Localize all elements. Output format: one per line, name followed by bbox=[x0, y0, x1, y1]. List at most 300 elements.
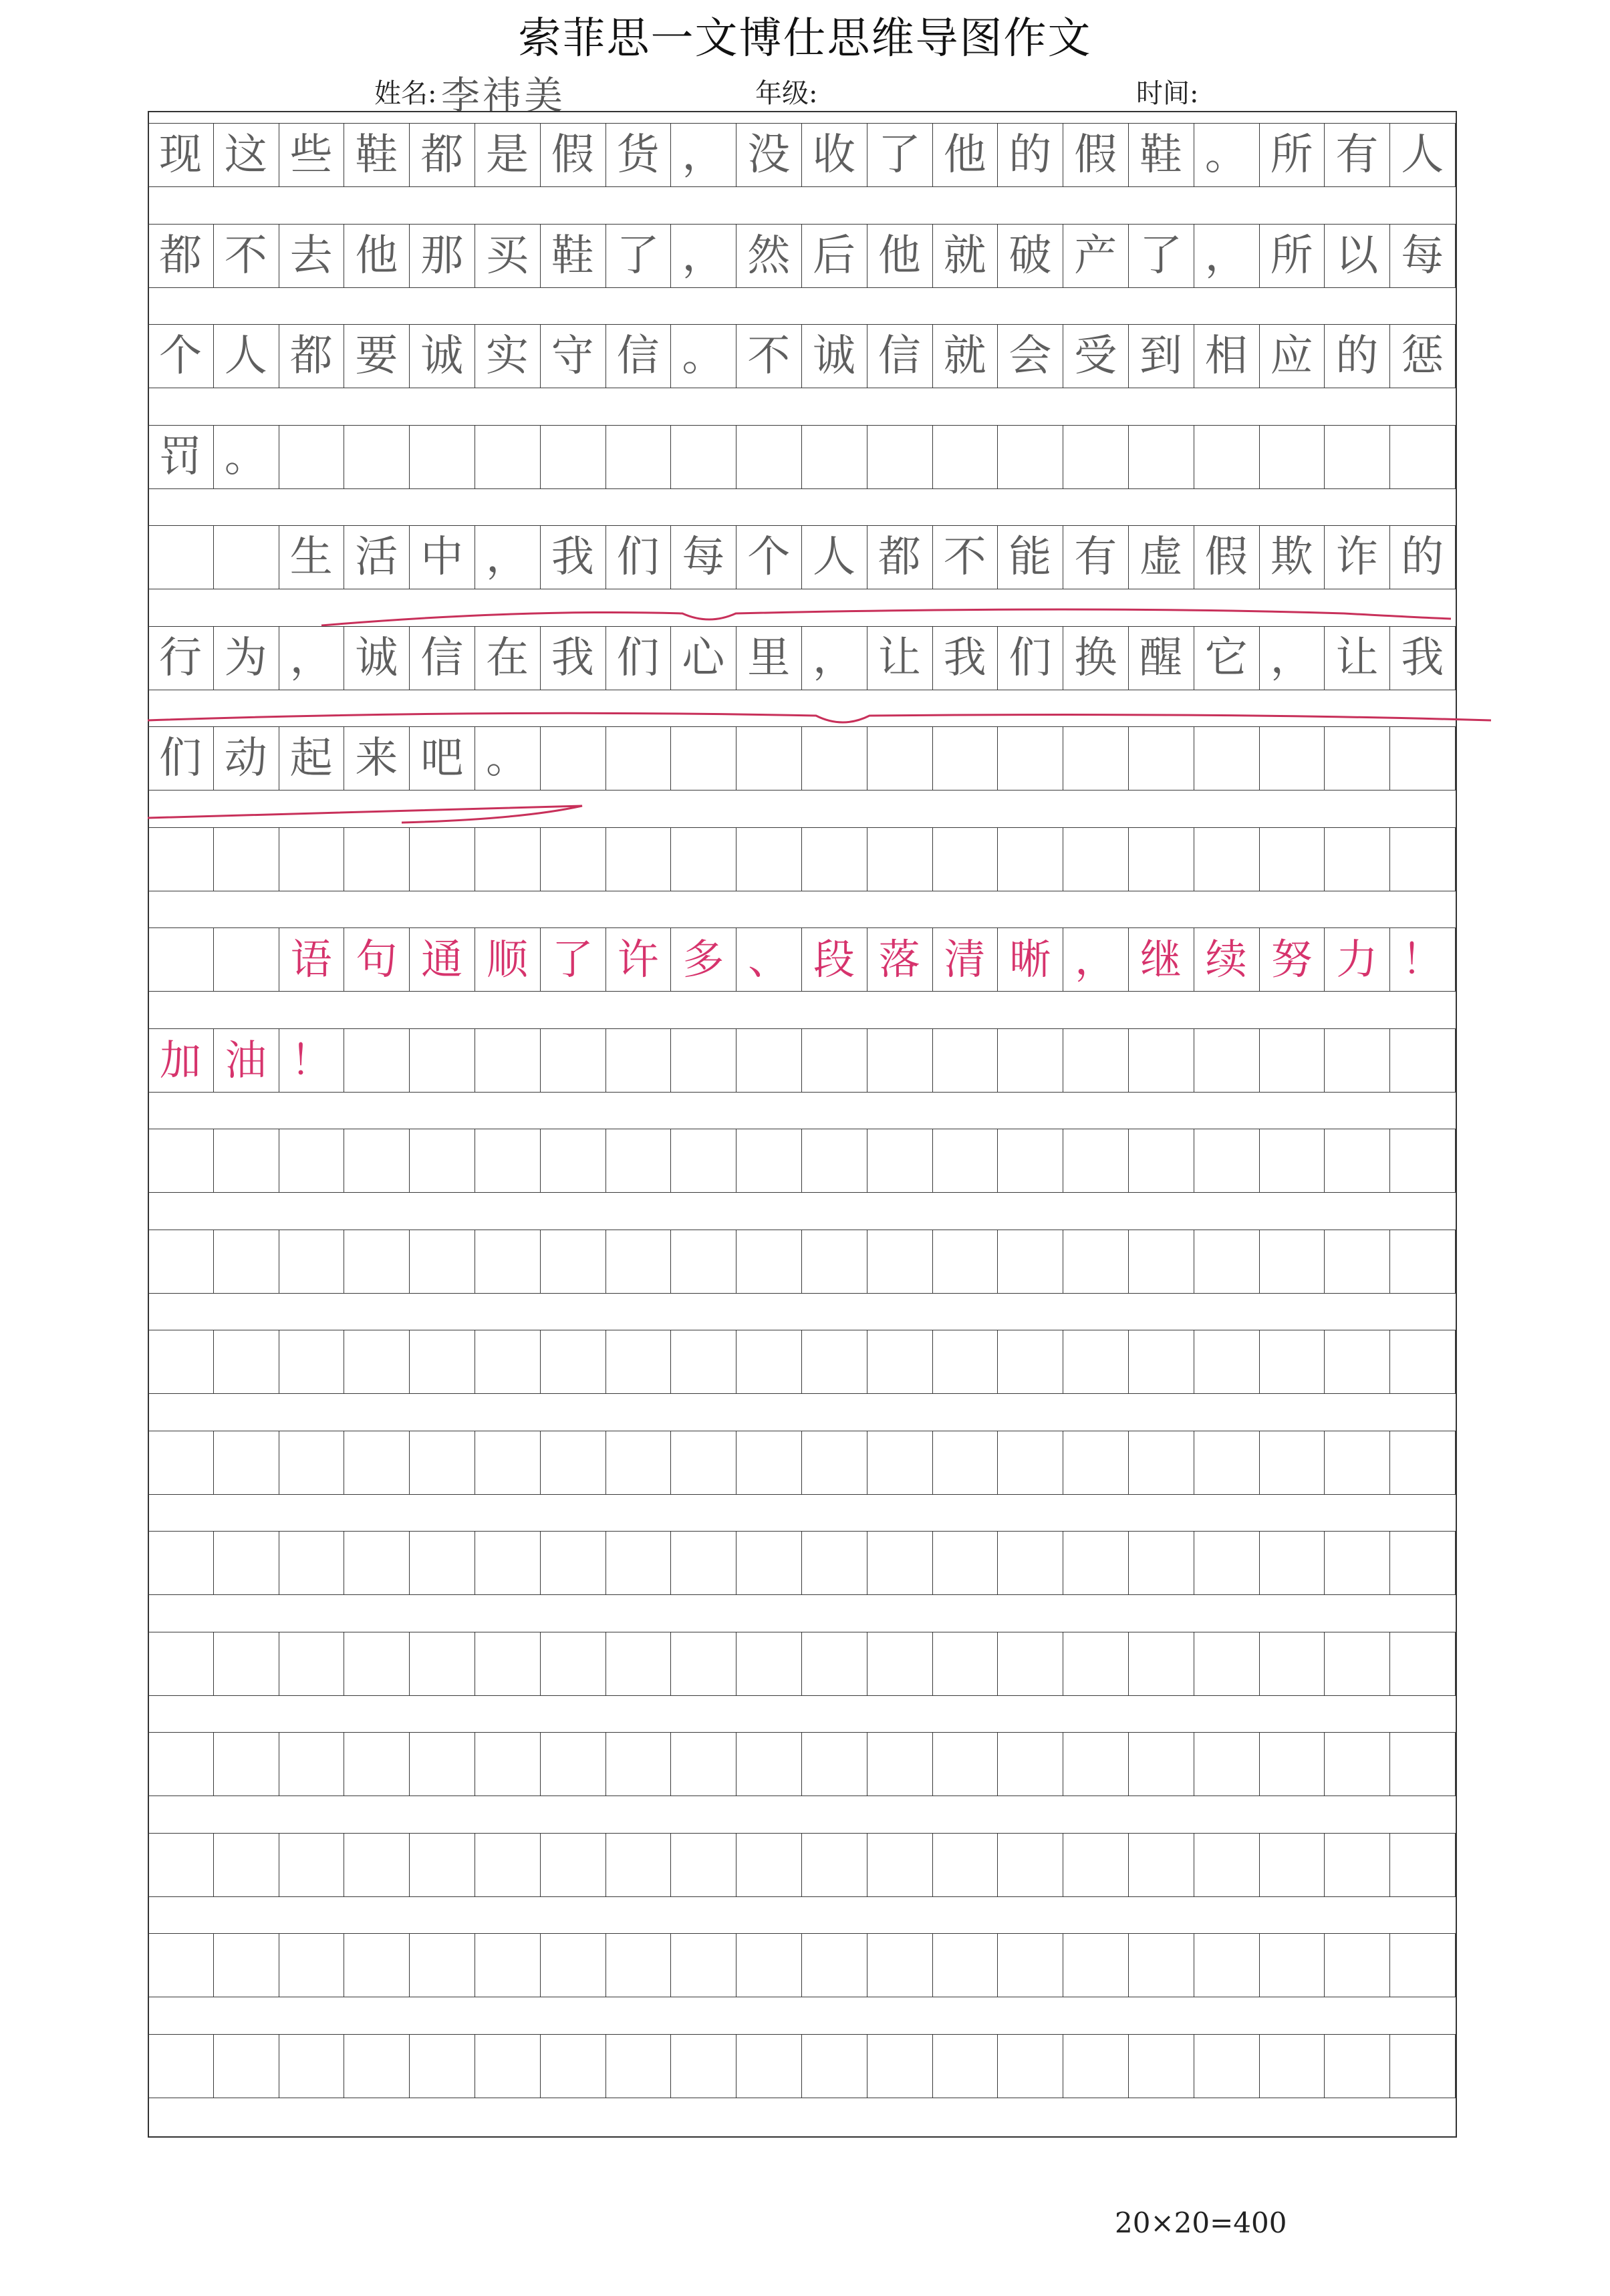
essay-char: 信 bbox=[878, 331, 921, 381]
grid-cell bbox=[932, 1330, 998, 1394]
worksheet-title: 索菲思一文博仕思维导图作文 bbox=[518, 14, 1092, 63]
grid-row bbox=[148, 1833, 1456, 1897]
grid-cell bbox=[997, 1129, 1063, 1193]
grid-cell bbox=[1389, 1129, 1456, 1193]
grid-cell bbox=[1259, 1129, 1325, 1193]
grid-cell bbox=[148, 2034, 214, 2098]
grid-cell bbox=[606, 1028, 672, 1093]
wavy-underline-2 bbox=[148, 713, 1491, 722]
grid-cell bbox=[1194, 2034, 1260, 2098]
grid-cell bbox=[279, 1933, 345, 1997]
grid-cell bbox=[279, 1230, 345, 1294]
grid-cell bbox=[606, 1531, 672, 1595]
grid-cell bbox=[148, 1833, 214, 1897]
grid-cell bbox=[213, 1431, 279, 1495]
grid-cell bbox=[344, 1833, 410, 1897]
grid-cell bbox=[997, 1833, 1063, 1897]
grid-cell bbox=[344, 1028, 410, 1093]
grid-cell bbox=[279, 827, 345, 891]
grid-cell bbox=[1324, 1732, 1390, 1796]
essay-char: 让 bbox=[1335, 633, 1379, 683]
grid-cell bbox=[1194, 1933, 1260, 1997]
grid-cell bbox=[932, 726, 998, 791]
grid-cell bbox=[279, 1531, 345, 1595]
essay-char: 有 bbox=[1074, 533, 1117, 582]
grid-cell bbox=[867, 1933, 933, 1997]
grid-cell bbox=[344, 2034, 410, 2098]
comment-char: 许 bbox=[617, 935, 659, 984]
grid-cell bbox=[997, 1230, 1063, 1294]
essay-char: 我 bbox=[551, 533, 594, 582]
grid-cell bbox=[1128, 1431, 1194, 1495]
grid-row bbox=[148, 1431, 1456, 1495]
grid-cell bbox=[148, 1330, 214, 1394]
comment-char: 晰 bbox=[1009, 935, 1051, 984]
grid-cell bbox=[1063, 425, 1129, 489]
comment-char: 通 bbox=[421, 935, 463, 984]
essay-char: 。 bbox=[1204, 130, 1248, 180]
grid-cell bbox=[670, 1330, 736, 1394]
grid-cell bbox=[1259, 1732, 1325, 1796]
grid-cell bbox=[475, 2034, 541, 2098]
grid-cell bbox=[670, 1431, 736, 1495]
grid-cell bbox=[670, 1028, 736, 1093]
grid-cell bbox=[1389, 2034, 1456, 2098]
grid-cell bbox=[540, 1632, 606, 1696]
essay-char: 买 bbox=[486, 231, 529, 281]
grid-cell bbox=[540, 726, 606, 791]
essay-char: 每 bbox=[1401, 231, 1444, 281]
grid-cell bbox=[475, 1531, 541, 1595]
grid-cell bbox=[997, 726, 1063, 791]
comment-char: 清 bbox=[944, 935, 986, 984]
grid-cell bbox=[867, 1230, 933, 1294]
grid-cell bbox=[1194, 1129, 1260, 1193]
grid-cell bbox=[1259, 1632, 1325, 1696]
grid-cell bbox=[409, 1632, 475, 1696]
grid-row bbox=[148, 1732, 1456, 1796]
grid-cell bbox=[344, 425, 410, 489]
essay-char: 我 bbox=[943, 633, 986, 683]
grid-cell bbox=[1194, 1330, 1260, 1394]
grid-cell bbox=[1259, 726, 1325, 791]
essay-char: 们 bbox=[616, 633, 660, 683]
essay-char: 相 bbox=[1204, 331, 1248, 381]
essay-char: 后 bbox=[813, 231, 855, 281]
grid-cell bbox=[540, 1833, 606, 1897]
comment-char: 段 bbox=[813, 935, 855, 984]
grid-cell bbox=[1259, 1028, 1325, 1093]
grid-cell bbox=[540, 2034, 606, 2098]
grid-cell bbox=[279, 1732, 345, 1796]
grid-cell bbox=[867, 1632, 933, 1696]
grid-cell bbox=[801, 1330, 867, 1394]
grid-cell bbox=[1194, 1833, 1260, 1897]
grid-cell bbox=[1194, 726, 1260, 791]
essay-char: 换 bbox=[1074, 633, 1117, 683]
grid-cell bbox=[606, 1230, 672, 1294]
essay-char: ， bbox=[682, 231, 725, 281]
grid-cell bbox=[1063, 1531, 1129, 1595]
grid-cell bbox=[670, 1632, 736, 1696]
grid-cell bbox=[1063, 1933, 1129, 1997]
essay-char: 受 bbox=[1074, 331, 1117, 381]
essay-char: 生 bbox=[289, 533, 333, 582]
grid-cell bbox=[344, 1129, 410, 1193]
essay-char: 所 bbox=[1270, 130, 1313, 180]
essay-char: 的 bbox=[1009, 130, 1052, 180]
grid-cell bbox=[801, 425, 867, 489]
essay-char: 他 bbox=[943, 130, 986, 180]
grid-cell bbox=[213, 1833, 279, 1897]
grid-cell bbox=[148, 1732, 214, 1796]
essay-char: 信 bbox=[616, 331, 660, 381]
essay-char: ， bbox=[289, 633, 333, 683]
grid-cell bbox=[344, 1431, 410, 1495]
grid-cell bbox=[1324, 726, 1390, 791]
grid-cell bbox=[736, 1230, 802, 1294]
grid-cell bbox=[475, 1431, 541, 1495]
grid-cell bbox=[1128, 1632, 1194, 1696]
grid-cell bbox=[1128, 1933, 1194, 1997]
essay-char: 他 bbox=[355, 231, 398, 281]
essay-char: 个 bbox=[159, 331, 202, 381]
grid-cell bbox=[1389, 1833, 1456, 1897]
grid-cell bbox=[1194, 827, 1260, 891]
essay-char: 起 bbox=[289, 734, 333, 783]
grid-cell bbox=[736, 1431, 802, 1495]
essay-char: 罚 bbox=[159, 432, 202, 482]
grid-cell bbox=[1389, 1531, 1456, 1595]
grid-cell bbox=[1259, 1933, 1325, 1997]
grid-cell bbox=[1128, 1732, 1194, 1796]
grid-cell bbox=[1063, 1129, 1129, 1193]
grid-cell bbox=[1324, 1933, 1390, 1997]
grid-cell bbox=[606, 827, 672, 891]
grid-cell bbox=[1389, 1230, 1456, 1294]
grid-cell bbox=[1194, 1732, 1260, 1796]
grid-row bbox=[148, 726, 1456, 791]
grid-cell bbox=[736, 1028, 802, 1093]
comment-char: 了 bbox=[551, 935, 593, 984]
essay-char: 应 bbox=[1270, 331, 1313, 381]
time-label: 时间: bbox=[1136, 78, 1199, 109]
grid-cell bbox=[409, 425, 475, 489]
essay-char: 动 bbox=[224, 734, 267, 783]
essay-char: 每 bbox=[682, 533, 725, 582]
grid-cell bbox=[867, 827, 933, 891]
comment-char: 力 bbox=[1336, 935, 1378, 984]
grid-cell bbox=[606, 425, 672, 489]
grid-cell bbox=[1063, 1732, 1129, 1796]
comment-char: 努 bbox=[1270, 935, 1313, 984]
grid-cell bbox=[801, 1732, 867, 1796]
grade-label: 年级: bbox=[755, 78, 818, 109]
essay-char: 破 bbox=[1009, 231, 1052, 281]
grid-cell bbox=[213, 2034, 279, 2098]
grid-cell bbox=[1128, 726, 1194, 791]
grid-cell bbox=[801, 1933, 867, 1997]
grid-cell bbox=[670, 425, 736, 489]
grid-cell bbox=[1194, 1531, 1260, 1595]
grid-cell bbox=[409, 827, 475, 891]
essay-char: 鞋 bbox=[1139, 130, 1182, 180]
essay-char: 吧 bbox=[420, 734, 464, 783]
grid-cell bbox=[409, 1732, 475, 1796]
essay-char: 就 bbox=[943, 331, 986, 381]
grid-cell bbox=[867, 726, 933, 791]
grid-cell bbox=[409, 1933, 475, 1997]
grid-cell bbox=[148, 1933, 214, 1997]
grid-cell bbox=[1324, 1632, 1390, 1696]
grid-cell bbox=[409, 2034, 475, 2098]
grid-cell bbox=[932, 1028, 998, 1093]
grid-cell bbox=[670, 1833, 736, 1897]
essay-char: 货 bbox=[616, 130, 660, 180]
grid-cell bbox=[1194, 1230, 1260, 1294]
grid-cell bbox=[932, 1833, 998, 1897]
grid-cell bbox=[475, 1129, 541, 1193]
grid-cell bbox=[409, 1833, 475, 1897]
grid-cell bbox=[932, 1732, 998, 1796]
grid-cell bbox=[213, 927, 279, 992]
grid-cell bbox=[1194, 1431, 1260, 1495]
essay-char: ， bbox=[486, 533, 529, 582]
grid-cell bbox=[932, 1531, 998, 1595]
grid-cell bbox=[475, 425, 541, 489]
grid-cell bbox=[606, 1732, 672, 1796]
essay-char: 守 bbox=[551, 331, 594, 381]
essay-char: 中 bbox=[420, 533, 464, 582]
grid-cell bbox=[997, 1028, 1063, 1093]
grid-cell bbox=[279, 1833, 345, 1897]
grid-cell bbox=[801, 1028, 867, 1093]
essay-char: 了 bbox=[1139, 231, 1182, 281]
grid-cell bbox=[736, 1531, 802, 1595]
comment-char: 语 bbox=[290, 935, 332, 984]
grid-cell bbox=[932, 1129, 998, 1193]
grid-cell bbox=[736, 1632, 802, 1696]
grid-cell bbox=[475, 1330, 541, 1394]
essay-char: 会 bbox=[1009, 331, 1052, 381]
grid-cell bbox=[540, 1732, 606, 1796]
grid-cell bbox=[148, 525, 214, 589]
grid-row bbox=[148, 425, 1456, 489]
essay-char: 它 bbox=[1204, 633, 1248, 683]
grid-row bbox=[148, 927, 1456, 992]
grid-cell bbox=[279, 1431, 345, 1495]
grid-cell bbox=[1389, 726, 1456, 791]
grid-cell bbox=[1389, 1330, 1456, 1394]
name-label: 姓名: bbox=[374, 78, 437, 109]
grid-cell bbox=[1324, 1330, 1390, 1394]
grid-cell bbox=[475, 1028, 541, 1093]
grid-cell bbox=[997, 1531, 1063, 1595]
grid-row bbox=[148, 123, 1456, 187]
essay-char: 我 bbox=[1401, 633, 1444, 683]
essay-char: 些 bbox=[289, 130, 333, 180]
grid-cell bbox=[801, 1833, 867, 1897]
grid-cell bbox=[1324, 1129, 1390, 1193]
grid-cell bbox=[932, 1431, 998, 1495]
grid-cell bbox=[1128, 425, 1194, 489]
grid-cell bbox=[1259, 1833, 1325, 1897]
essay-char: 在 bbox=[486, 633, 529, 683]
essay-char: 没 bbox=[747, 130, 791, 180]
grid-cell bbox=[344, 1330, 410, 1394]
grid-cell bbox=[1063, 1632, 1129, 1696]
grid-row bbox=[148, 2034, 1456, 2098]
grid-cell bbox=[1063, 1028, 1129, 1093]
grid-cell bbox=[1194, 1028, 1260, 1093]
essay-char: 诈 bbox=[1335, 533, 1379, 582]
grid-cell bbox=[670, 2034, 736, 2098]
grid-cell bbox=[540, 1028, 606, 1093]
essay-char: 都 bbox=[159, 231, 202, 281]
essay-char: 能 bbox=[1009, 533, 1052, 582]
grid-cell bbox=[409, 1028, 475, 1093]
grid-cell bbox=[1259, 827, 1325, 891]
grid-cell bbox=[736, 1732, 802, 1796]
comment-char: 多 bbox=[682, 935, 724, 984]
grid-cell bbox=[1389, 1933, 1456, 1997]
grid-cell bbox=[670, 1933, 736, 1997]
grid-cell bbox=[1324, 1531, 1390, 1595]
grid-cell bbox=[540, 827, 606, 891]
grid-cell bbox=[736, 1833, 802, 1897]
grid-cell bbox=[1324, 1028, 1390, 1093]
essay-char: 虚 bbox=[1139, 533, 1182, 582]
grid-cell bbox=[1324, 1431, 1390, 1495]
essay-char: 信 bbox=[420, 633, 464, 683]
essay-char: 。 bbox=[682, 331, 725, 381]
grid-cell bbox=[670, 1129, 736, 1193]
grid-cell bbox=[997, 425, 1063, 489]
grid-cell bbox=[606, 1129, 672, 1193]
essay-char: 们 bbox=[159, 734, 202, 783]
essay-char: 假 bbox=[551, 130, 594, 180]
grid-cell bbox=[344, 1230, 410, 1294]
grid-cell bbox=[1324, 1230, 1390, 1294]
grid-cell bbox=[1259, 2034, 1325, 2098]
grid-cell bbox=[997, 1933, 1063, 1997]
grid-cell bbox=[1389, 1632, 1456, 1696]
grid-cell bbox=[670, 726, 736, 791]
grid-cell bbox=[1063, 1431, 1129, 1495]
grid-cell bbox=[1194, 425, 1260, 489]
grid-cell bbox=[279, 1330, 345, 1394]
essay-char: 来 bbox=[355, 734, 398, 783]
grid-cell bbox=[867, 1732, 933, 1796]
grid-cell bbox=[670, 1732, 736, 1796]
grid-cell bbox=[409, 1431, 475, 1495]
essay-char: 有 bbox=[1335, 130, 1379, 180]
grid-cell bbox=[801, 1230, 867, 1294]
essay-char: 到 bbox=[1139, 331, 1182, 381]
grid-row bbox=[148, 224, 1456, 288]
grid-cell bbox=[213, 1330, 279, 1394]
essay-char: 心 bbox=[682, 633, 725, 683]
grid-cell bbox=[867, 1330, 933, 1394]
grid-cell bbox=[540, 1531, 606, 1595]
composition-grid bbox=[148, 111, 1456, 2136]
grid-cell bbox=[540, 425, 606, 489]
grid-cell bbox=[344, 1531, 410, 1595]
grid-cell bbox=[1128, 1330, 1194, 1394]
grid-cell bbox=[1324, 425, 1390, 489]
comment-char: 、 bbox=[748, 935, 790, 984]
grid-cell bbox=[932, 2034, 998, 2098]
essay-char: 是 bbox=[486, 130, 529, 180]
grid-cell bbox=[1389, 1431, 1456, 1495]
essay-char: 不 bbox=[943, 533, 986, 582]
grid-cell bbox=[409, 1230, 475, 1294]
grid-cell bbox=[148, 1632, 214, 1696]
grid-cell bbox=[801, 1129, 867, 1193]
grid-cell bbox=[736, 425, 802, 489]
essay-char: 了 bbox=[878, 130, 921, 180]
essay-char: ， bbox=[1270, 633, 1313, 683]
essay-char: 实 bbox=[486, 331, 529, 381]
grid-cell bbox=[736, 827, 802, 891]
essay-char: 假 bbox=[1074, 130, 1117, 180]
grid-cell bbox=[409, 1330, 475, 1394]
grid-cell bbox=[736, 1933, 802, 1997]
grid-cell bbox=[540, 1933, 606, 1997]
essay-char: 以 bbox=[1335, 231, 1379, 281]
grid-cell bbox=[1389, 1028, 1456, 1093]
comment-char: 加 bbox=[159, 1035, 201, 1085]
grid-cell bbox=[475, 1933, 541, 1997]
essay-char: 产 bbox=[1074, 231, 1117, 281]
grid-cell bbox=[1063, 726, 1129, 791]
grid-cell bbox=[670, 1531, 736, 1595]
essay-char: 惩 bbox=[1401, 331, 1444, 381]
grid-cell bbox=[1063, 1833, 1129, 1897]
essay-char: 不 bbox=[224, 231, 267, 281]
grid-cell bbox=[670, 1230, 736, 1294]
grid-row bbox=[148, 525, 1456, 589]
grid-cell bbox=[213, 1632, 279, 1696]
grid-cell bbox=[736, 1330, 802, 1394]
grid-cell bbox=[344, 1632, 410, 1696]
grid-cell bbox=[279, 2034, 345, 2098]
grid-cell bbox=[1259, 425, 1325, 489]
grid-cell bbox=[1389, 1732, 1456, 1796]
grid-cell bbox=[1063, 1330, 1129, 1394]
grid-cell bbox=[997, 1431, 1063, 1495]
grid-cell bbox=[1324, 2034, 1390, 2098]
comment-char: 句 bbox=[356, 935, 398, 984]
essay-char: 行 bbox=[159, 633, 202, 683]
essay-char: 我 bbox=[551, 633, 594, 683]
grid-cell bbox=[997, 1632, 1063, 1696]
essay-char: ， bbox=[813, 633, 855, 683]
essay-char: 他 bbox=[878, 231, 921, 281]
grid-row bbox=[148, 1531, 1456, 1595]
essay-char: 活 bbox=[355, 533, 398, 582]
grid-cell bbox=[540, 1129, 606, 1193]
grid-cell bbox=[1259, 1330, 1325, 1394]
grid-cell bbox=[867, 2034, 933, 2098]
comment-char: ！ bbox=[1401, 935, 1444, 984]
essay-char: 然 bbox=[747, 231, 791, 281]
grid-cell bbox=[997, 827, 1063, 891]
grid-cell bbox=[606, 726, 672, 791]
essay-char: 都 bbox=[878, 533, 921, 582]
grid-cell bbox=[475, 827, 541, 891]
grid-cell bbox=[1063, 2034, 1129, 2098]
